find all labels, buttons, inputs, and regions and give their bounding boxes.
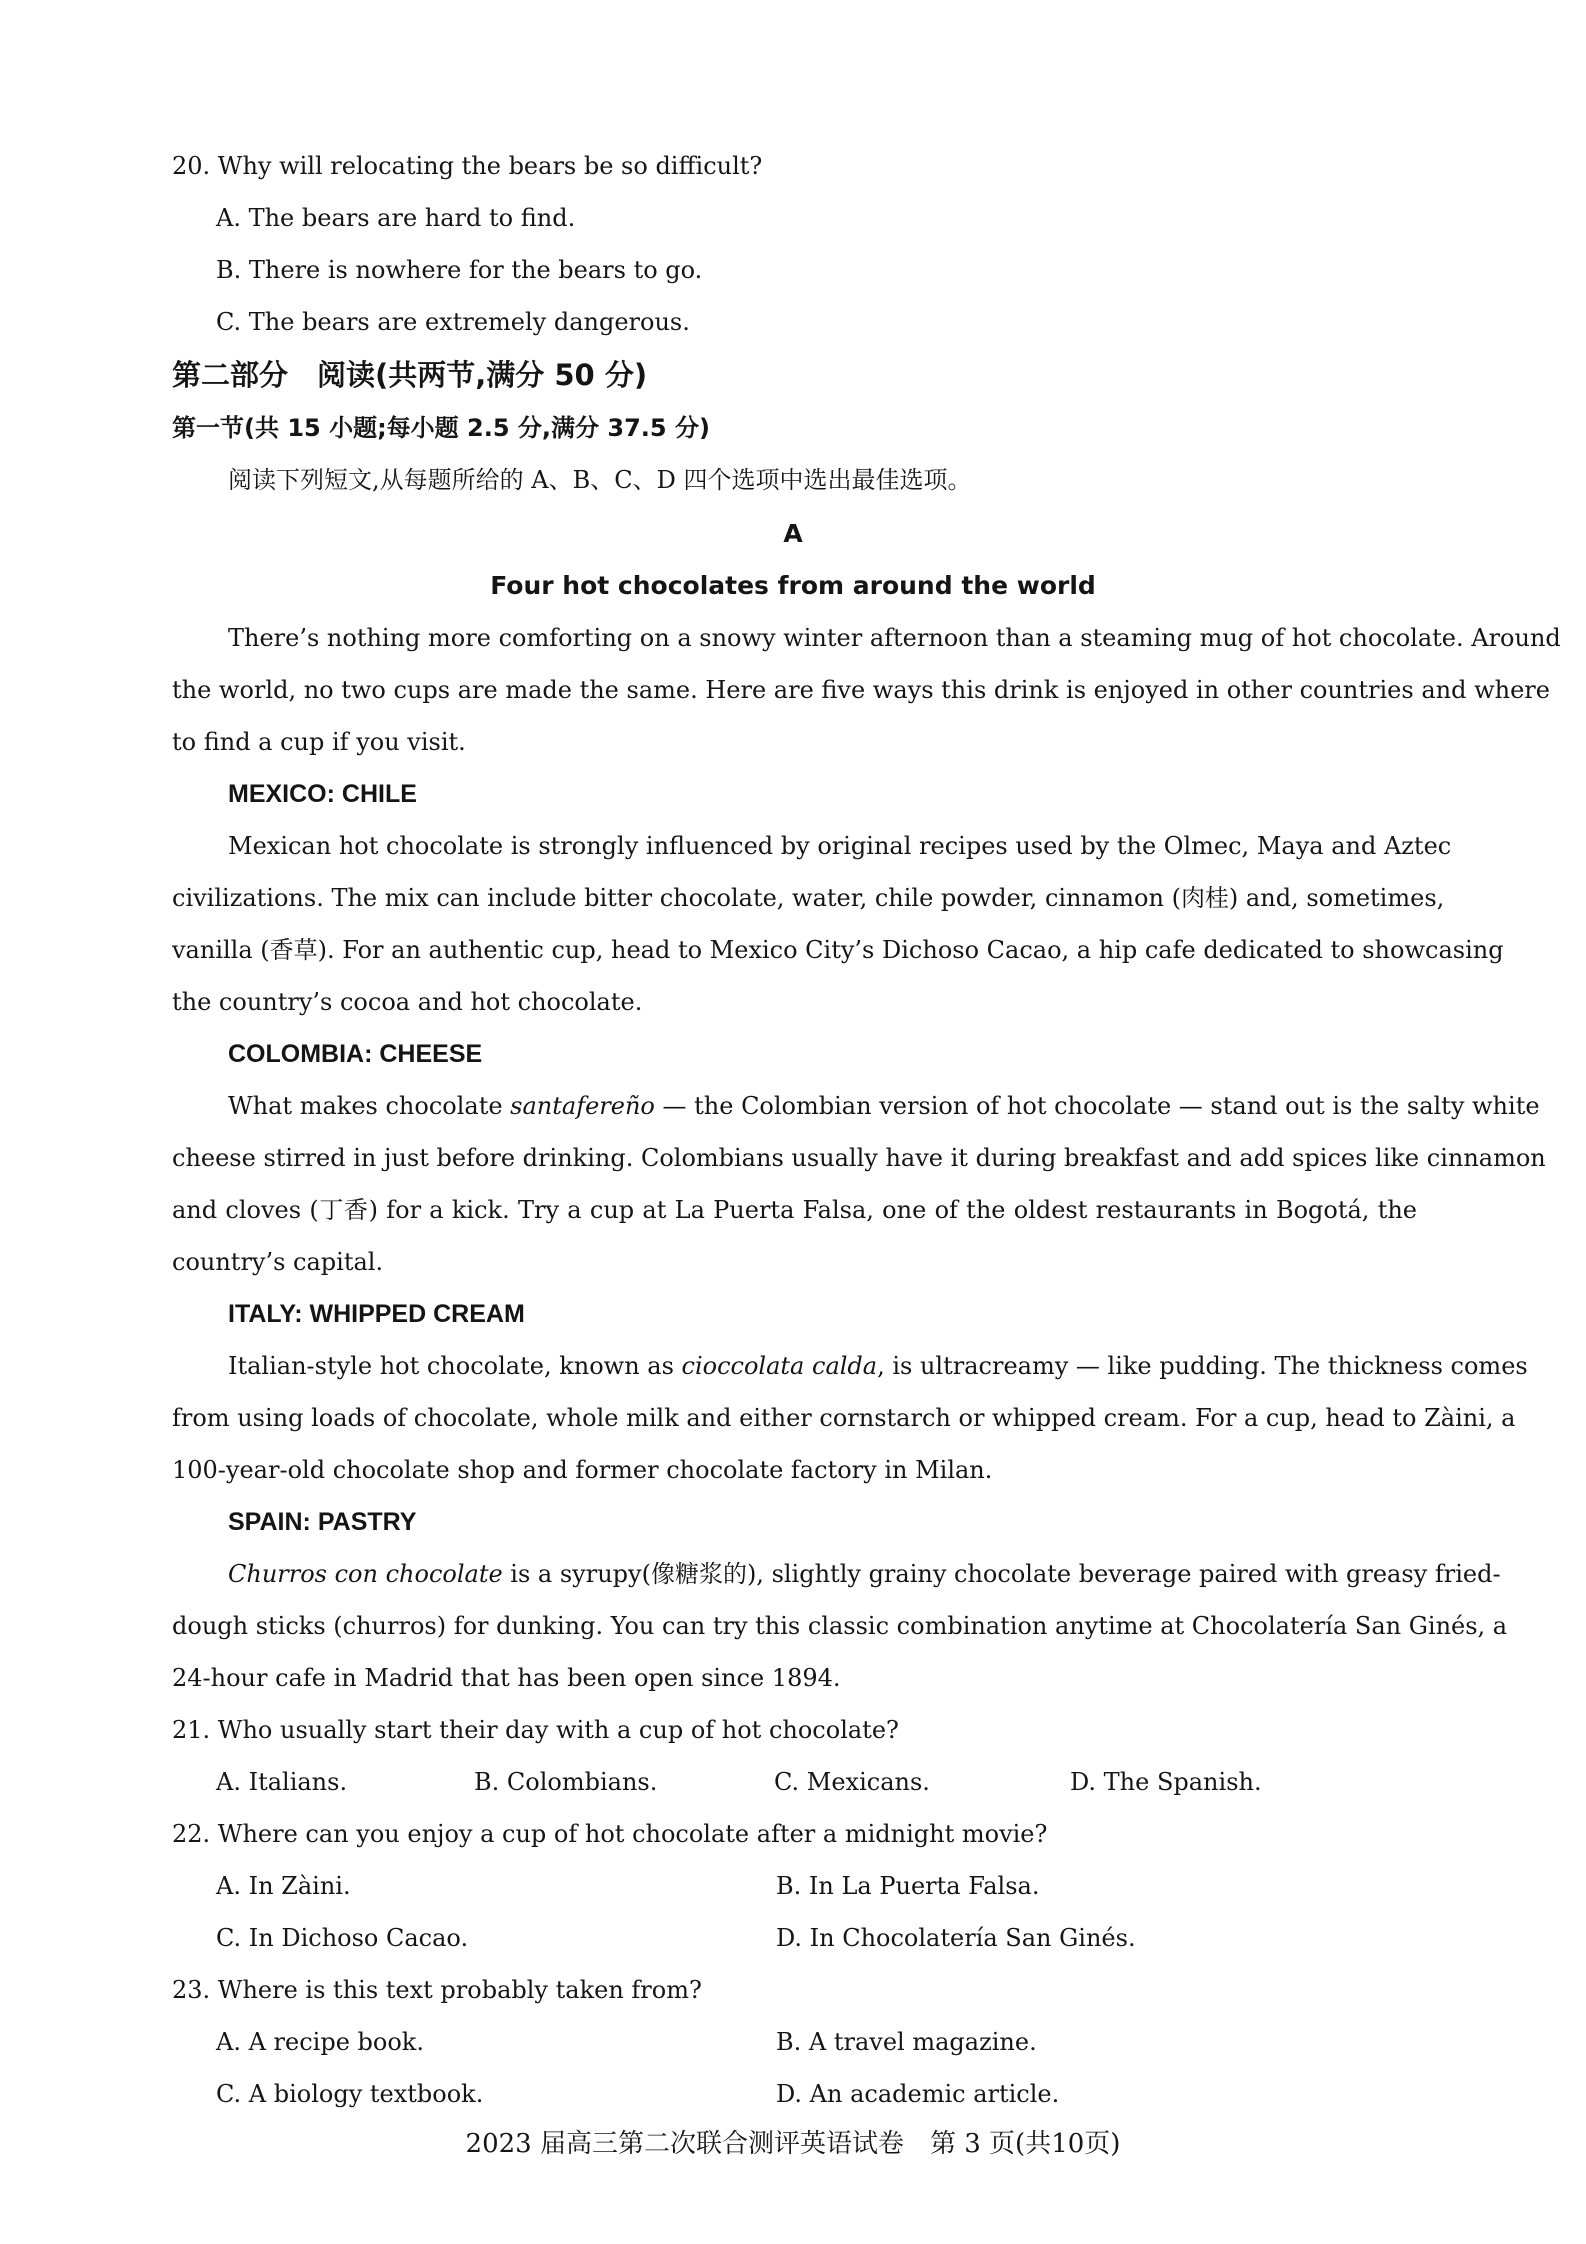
spain-line-1 bbox=[228, 1558, 1501, 1590]
q22-option-c: C. In Dichoso Cacao. bbox=[216, 1924, 469, 1952]
mexico-line-1: Mexican hot chocolate is strongly influenced by original recipes used by the Olmec, Maya and Aztec bbox=[228, 832, 1452, 860]
italy-line-1 bbox=[228, 1350, 1528, 1382]
passage-title: Four hot chocolates from around the world bbox=[490, 571, 1096, 600]
q21-option-c: C. Mexicans. bbox=[774, 1768, 930, 1796]
q22-option-a: A. In Zàini. bbox=[216, 1872, 351, 1900]
mexico-line-4: the country’s cocoa and hot chocolate. bbox=[172, 988, 643, 1016]
colombia-line-1-post: — the Colombian version of hot chocolate — stand out is the salty white bbox=[654, 1092, 1540, 1120]
intro-line-2: the world, no two cups are made the same. Here are five ways this drink is enjoyed in other countries and where bbox=[172, 676, 1550, 704]
question-20: 20. Why will relocating the bears be so difficult? bbox=[172, 152, 763, 180]
colombia-line-2: cheese stirred in just before drinking. Colombians usually have it during breakfast and add spices like cinnamon bbox=[172, 1144, 1546, 1172]
q20-option-c: C. The bears are extremely dangerous. bbox=[216, 308, 690, 336]
colombia-line-1-pre: What makes chocolate bbox=[228, 1092, 511, 1120]
section-heading-colombia: COLOMBIA: CHEESE bbox=[228, 1040, 483, 1068]
spain-line-1-italic: Churros con chocolate bbox=[228, 1560, 503, 1588]
spain-line-3: 24-hour cafe in Madrid that has been open since 1894. bbox=[172, 1664, 841, 1692]
section-heading-italy: ITALY: WHIPPED CREAM bbox=[228, 1300, 525, 1328]
section-heading-spain: SPAIN: PASTRY bbox=[228, 1508, 417, 1536]
italy-line-3: 100-year-old chocolate shop and former chocolate factory in Milan. bbox=[172, 1456, 993, 1484]
italy-line-1-pre: Italian-style hot chocolate, known as bbox=[228, 1352, 682, 1380]
page-footer: 2023 届高三第二次联合测评英语试卷 第 3 页(共10页) bbox=[465, 2129, 1121, 2159]
q23-option-d: D. An academic article. bbox=[776, 2080, 1060, 2108]
section-heading-mexico: MEXICO: CHILE bbox=[228, 780, 417, 808]
q22-option-d: D. In Chocolatería San Ginés. bbox=[776, 1924, 1136, 1952]
italy-line-2: from using loads of chocolate, whole milk and either cornstarch or whipped cream. For a cup, head to Zàini, a bbox=[172, 1404, 1516, 1432]
q23-option-b: B. A travel magazine. bbox=[776, 2028, 1037, 2056]
italy-line-1-post: , is ultracreamy — like pudding. The thickness comes bbox=[877, 1352, 1528, 1380]
question-21: 21. Who usually start their day with a cup of hot chocolate? bbox=[172, 1716, 899, 1744]
colombia-line-4: country’s capital. bbox=[172, 1248, 384, 1276]
intro-line-3: to find a cup if you visit. bbox=[172, 728, 466, 756]
section1-title: 第一节(共 15 小题;每小题 2.5 分,满分 37.5 分) bbox=[172, 414, 710, 442]
q23-option-a: A. A recipe book. bbox=[216, 2028, 424, 2056]
spain-line-2: dough sticks (churros) for dunking. You can try this classic combination anytime at Chocolatería San Ginés, a bbox=[172, 1612, 1508, 1640]
italy-line-1-italic: cioccolata calda bbox=[681, 1352, 878, 1380]
q20-option-a: A. The bears are hard to find. bbox=[216, 204, 576, 232]
passage-letter: A bbox=[783, 519, 803, 548]
q21-option-d: D. The Spanish. bbox=[1070, 1768, 1262, 1796]
colombia-line-1-italic: santafereño bbox=[510, 1092, 655, 1120]
q23-option-c: C. A biology textbook. bbox=[216, 2080, 484, 2108]
q21-option-b: B. Colombians. bbox=[474, 1768, 658, 1796]
question-23: 23. Where is this text probably taken from? bbox=[172, 1976, 702, 2004]
colombia-line-3: and cloves (丁香) for a kick. Try a cup at La Puerta Falsa, one of the oldest restaurants in Bogotá, the bbox=[172, 1196, 1417, 1224]
mexico-line-3: vanilla (香草). For an authentic cup, head to Mexico City’s Dichoso Cacao, a hip cafe dedicated to showcasing bbox=[172, 936, 1504, 964]
q22-option-b: B. In La Puerta Falsa. bbox=[776, 1872, 1040, 1900]
q20-option-b: B. There is nowhere for the bears to go. bbox=[216, 256, 703, 284]
spain-line-1-post: is a syrupy(像糖浆的), slightly grainy chocolate beverage paired with greasy fried- bbox=[502, 1560, 1501, 1588]
part2-title: 第二部分 阅读(共两节,满分 50 分) bbox=[172, 358, 648, 392]
colombia-line-1 bbox=[228, 1090, 1540, 1122]
q21-option-a: A. Italians. bbox=[216, 1768, 348, 1796]
question-22: 22. Where can you enjoy a cup of hot chocolate after a midnight movie? bbox=[172, 1820, 1048, 1848]
instruction: 阅读下列短文,从每题所给的 A、B、C、D 四个选项中选出最佳选项。 bbox=[228, 466, 972, 494]
mexico-line-2: civilizations. The mix can include bitter chocolate, water, chile powder, cinnamon (肉桂) and, sometimes, bbox=[172, 884, 1445, 912]
intro-line-1: There’s nothing more comforting on a snowy winter afternoon than a steaming mug of hot chocolate. Around bbox=[228, 624, 1561, 652]
